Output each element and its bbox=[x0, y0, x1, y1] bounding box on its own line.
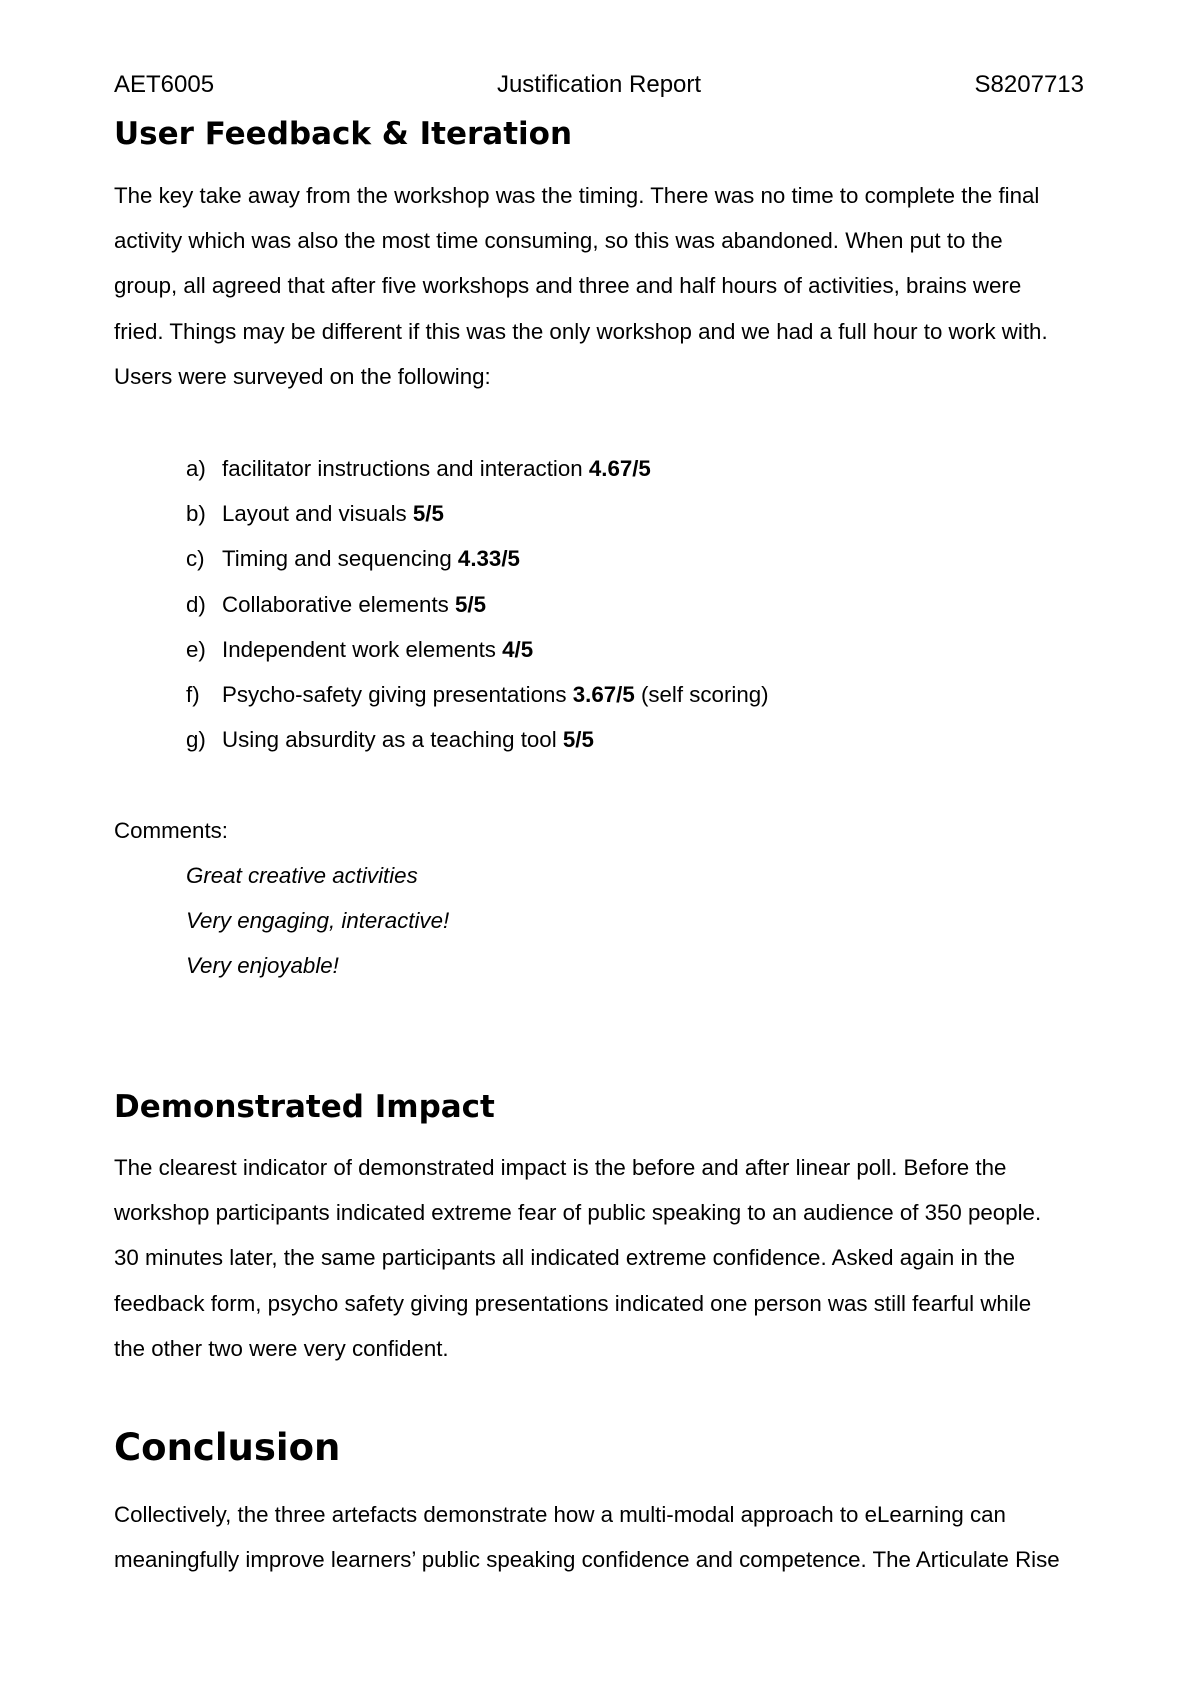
rating-item bbox=[186, 627, 769, 672]
rating-score: 5/5 bbox=[562, 727, 594, 753]
page-header bbox=[114, 68, 1084, 102]
conclusion-heading: Conclusion bbox=[114, 1426, 341, 1469]
rating-item bbox=[186, 672, 769, 717]
rating-item bbox=[186, 717, 769, 762]
rating-label: Collaborative elements bbox=[222, 591, 455, 617]
text-line: the other two were very confident. bbox=[114, 1335, 449, 1361]
rating-note: (self scoring) bbox=[634, 681, 769, 707]
rating-label: Independent work elements bbox=[222, 636, 503, 662]
text-line: fried. Things may be different if this was the only workshop and we had a full hour to work with. bbox=[114, 318, 1048, 344]
list-marker: g) bbox=[186, 727, 206, 753]
impact-heading: Demonstrated Impact bbox=[114, 1089, 495, 1125]
report-title: Justification Report bbox=[496, 71, 702, 98]
rating-score: 4.33/5 bbox=[457, 546, 520, 572]
survey-ratings-list bbox=[186, 446, 769, 762]
rating-label: Using absurdity as a teaching tool bbox=[222, 727, 563, 753]
list-marker: a) bbox=[186, 456, 206, 481]
feedback-intro bbox=[114, 173, 1114, 399]
text-line: meaningfully improve learners’ public speaking confidence and competence. The Articulate Rise bbox=[114, 1547, 1060, 1573]
text-line: Users were surveyed on the following: bbox=[114, 363, 491, 389]
impact-paragraph bbox=[114, 1145, 1114, 1371]
conclusion-paragraph bbox=[114, 1492, 1114, 1582]
student-id: S8207713 bbox=[974, 71, 1084, 98]
rating-item bbox=[186, 582, 769, 627]
rating-label: facilitator instructions and interaction bbox=[222, 456, 589, 481]
course-code: AET6005 bbox=[114, 71, 215, 98]
rating-score: 4/5 bbox=[502, 636, 534, 662]
rating-score: 4.67/5 bbox=[588, 456, 651, 481]
text-line: 30 minutes later, the same participants all indicated extreme confidence. Asked again in the bbox=[114, 1245, 1016, 1271]
rating-label: Psycho-safety giving presentations bbox=[222, 681, 573, 707]
rating-score: 3.67/5 bbox=[572, 681, 635, 707]
rating-item bbox=[186, 446, 769, 491]
rating-label: Layout and visuals bbox=[222, 501, 413, 527]
list-marker: c) bbox=[186, 546, 205, 572]
text-line: The key take away from the workshop was the timing. There was no time to complete the final bbox=[114, 183, 1040, 208]
comment-item: Very engaging, interactive! bbox=[186, 908, 450, 934]
comment-item: Very enjoyable! bbox=[186, 953, 339, 979]
rating-item bbox=[186, 491, 769, 536]
comments-label: Comments: bbox=[114, 818, 228, 843]
list-marker: d) bbox=[186, 591, 206, 617]
list-marker: f) bbox=[186, 681, 200, 707]
list-marker: b) bbox=[186, 501, 206, 527]
rating-score: 5/5 bbox=[455, 591, 486, 617]
rating-score: 5/5 bbox=[412, 501, 444, 527]
rating-label: Timing and sequencing bbox=[222, 546, 458, 572]
comments-list bbox=[186, 853, 449, 989]
text-line: workshop participants indicated extreme fear of public speaking to an audience of 350 people. bbox=[114, 1200, 1042, 1226]
rating-item bbox=[186, 536, 769, 581]
comment-item: Great creative activities bbox=[186, 863, 418, 888]
text-line: group, all agreed that after five workshops and three and half hours of activities, brains were bbox=[114, 273, 1022, 299]
text-line: Collectively, the three artefacts demonstrate how a multi-modal approach to eLearning can bbox=[114, 1502, 1006, 1527]
text-line: feedback form, psycho safety giving presentations indicated one person was still fearful while bbox=[114, 1290, 1032, 1316]
text-line: The clearest indicator of demonstrated impact is the before and after linear poll. Before the bbox=[114, 1155, 1007, 1180]
feedback-heading: User Feedback & Iteration bbox=[114, 116, 573, 152]
list-marker: e) bbox=[186, 636, 206, 662]
text-line: activity which was also the most time consuming, so this was abandoned. When put to the bbox=[114, 228, 1003, 254]
